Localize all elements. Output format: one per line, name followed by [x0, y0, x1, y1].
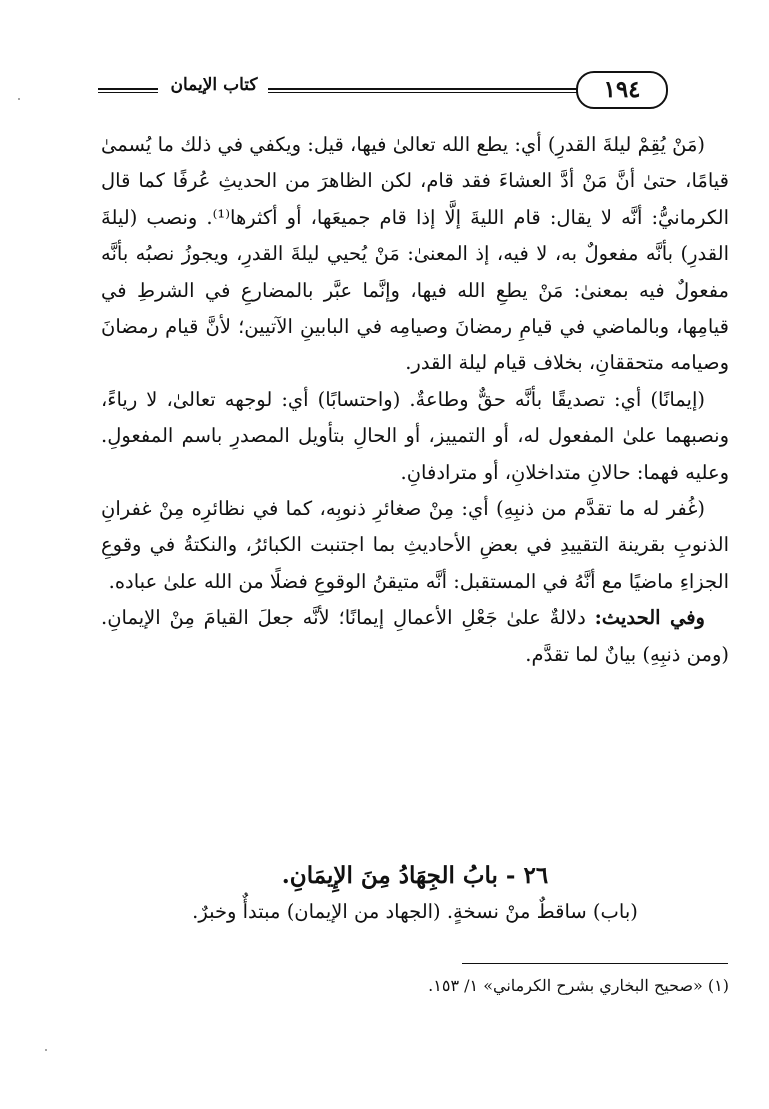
page-header — [98, 68, 678, 114]
paragraph-1: (مَنْ يُقِمْ ليلةَ القدرِ) أي: يطع الله تعالىٰ فيها، قيل: ويكفي في ذلك ما يُسمىٰ قيامًا، حتىٰ أنَّ مَنْ أدَّ العشاءَ فقد قام، لكن الظاهرَ من الحديثِ عُرفًا كما قال الكرمانيُّ: أنَّه لا يقال: قام الليةَ إلَّا إذا قام جميعَها، أو أكثرها⁽¹⁾. ونصب (ليلةَ القدرِ) بأنَّه مفعولٌ به، لا فيه، إذ المعنىٰ: مَنْ يُحيي ليلةَ القدرِ، ويجوزُ نصبُه بأنَّه مفعولٌ فيه بمعنىٰ: مَنْ يطعِ الله فيها، وإنَّما عبَّر بالمضارعِ في الشرطِ في قيامِها، وبالماضي في قيامِ رمضانَ وصيامِه في البابينِ الآتيين؛ لأنَّ قيام رمضانَ وصيامه متحققانِ، بخلاف قيام ليلة القدر. — [101, 133, 729, 375]
chapter-heading: ٢٦ - بابُ الجِهَادُ مِنَ الإِيمَانِ. — [281, 862, 549, 889]
paragraph-4-text: دلالةٌ علىٰ جَعْلِ الأعمالِ إيمانًا؛ لأنَّه جعلَ القيامَ مِنْ الإيمانِ. (ومن ذنبِهِ) بيانٌ لما تقدَّم. — [101, 606, 729, 666]
scan-speck — [45, 1049, 47, 1051]
main-text — [101, 127, 729, 673]
paragraph-4-lead: وفي الحديث: — [594, 606, 705, 630]
footnote: (١) «صحيح البخاري بشرح الكرماني» ١/ ١٥٣. — [428, 976, 729, 995]
paragraph-2: (إيمانًا) أي: تصديقًا بأنَّه حقٌّ وطاعةٌ. (واحتسابًا) أي: لوجهه تعالىٰ، لا رياءً، ونصبهما علىٰ المفعول له، أو التمييز، أو الحالِ بتأويل المصدرِ باسم المفعولِ. وعليه فهما: حالانِ متداخلانِ، أو مترادفانِ. — [101, 387, 729, 484]
header-rule-left — [98, 88, 158, 93]
paragraph-4 — [101, 600, 729, 673]
page-number: ١٩٤ — [576, 71, 668, 109]
scan-speck — [18, 98, 20, 100]
book-title: كتاب الإيمان — [170, 75, 258, 95]
chapter-note: (باب) ساقطٌ منْ نسخةٍ. (الجهاد من الإيمان) مبتدأٌ وخبرٌ. — [192, 900, 638, 923]
footnote-divider — [462, 963, 728, 964]
paragraph-3: (غُفر له ما تقدَّم من ذنبِهِ) أي: مِنْ صغائرِ ذنوبِه، كما في نظائرِه مِنْ غفرانِ الذنوبِ بقرينة التقييدِ في بعضِ الأحاديثِ بما اجتنبت الكبائرُ، والنكتةُ في وقوعِ الجزاءِ ماضيًا مع أنَّهُ في المستقبل: أنَّه متيقنُ الوقوعِ فضلًا من الله علىٰ عباده. — [101, 497, 729, 593]
